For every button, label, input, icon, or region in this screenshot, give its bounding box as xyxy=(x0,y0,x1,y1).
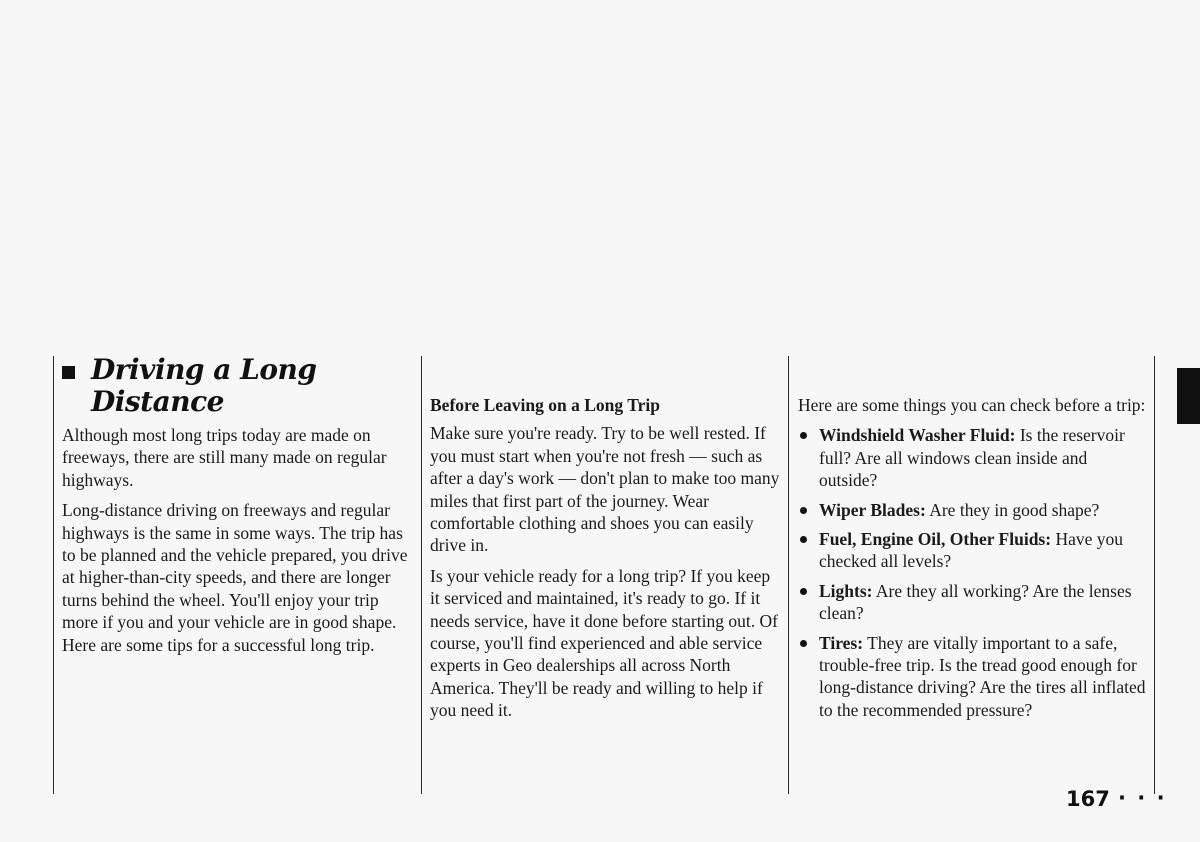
list-item xyxy=(798,580,1148,625)
section-tab-marker xyxy=(1177,368,1200,424)
bullet-icon xyxy=(800,536,807,543)
bullet-icon xyxy=(800,588,807,595)
column-rule-middle-right xyxy=(788,356,789,794)
list-item xyxy=(798,528,1148,573)
column-1 xyxy=(62,424,412,664)
subheading: Before Leaving on a Long Trip xyxy=(430,395,660,415)
bullet-icon xyxy=(800,640,807,647)
heading-line-2: Distance xyxy=(91,385,224,418)
checklist xyxy=(798,424,1148,721)
list-item xyxy=(798,632,1148,722)
heading-line-1: Driving a Long xyxy=(91,353,317,386)
intro-paragraph: Here are some things you can check before a trip: xyxy=(798,395,1146,415)
page-number: 167 xyxy=(1066,787,1110,811)
item-text: Are they all working? Are the lenses clean? xyxy=(819,580,1132,624)
item-text: Is the reservoir full? Are all windows clean inside and outside? xyxy=(819,425,1125,491)
paragraph: Although most long trips today are made on freeways, there are still many made on regular highways. xyxy=(62,425,387,490)
column-rule-right xyxy=(1154,356,1155,794)
column-rule-middle-left xyxy=(421,356,422,794)
section-heading xyxy=(62,354,316,418)
list-item xyxy=(798,499,1148,521)
item-text: They are vitally important to a safe, trouble-free trip. Is the tread good enough for long-distance driving? Are the tires all inflated to the recommended pressure? xyxy=(819,632,1146,720)
bullet-icon xyxy=(800,507,807,514)
list-item xyxy=(798,424,1148,491)
item-label: Wiper Blades: xyxy=(819,499,926,520)
paragraph: Make sure you're ready. Try to be well rested. If you must start when you're not fresh — such as after a day's work — don't plan to make too many miles that first part of the journey. Wear comfortable clothing and shoes you can easily drive in. xyxy=(430,423,780,556)
item-label: Tires: xyxy=(819,632,864,653)
item-text: Have you checked all levels? xyxy=(819,529,1124,572)
square-bullet-icon xyxy=(62,366,75,379)
item-text: Are they in good shape? xyxy=(929,499,1100,520)
bullet-icon xyxy=(800,432,807,439)
paragraph: Is your vehicle ready for a long trip? If you keep it serviced and maintained, it's ready to go. If it needs service, have it done before starting out. Of course, you'll find experienced and able service experts in Geo dealerships all across North America. They'll be ready and willing to help if you need it. xyxy=(430,565,778,721)
item-label: Windshield Washer Fluid: xyxy=(819,425,1016,446)
item-label: Fuel, Engine Oil, Other Fluids: xyxy=(819,529,1052,550)
column-2 xyxy=(430,394,780,730)
paragraph: Long-distance driving on freeways and regular highways is the same in some ways. The trip has to be planned and the vehicle prepared, you drive at higher-than-city speeds, and there are longer turns behind the wheel. You'll enjoy your trip more if you and your vehicle are in good shape. Here are some tips for a successful long trip. xyxy=(62,500,408,655)
column-rule-left xyxy=(53,356,54,794)
column-3 xyxy=(798,394,1148,728)
page-number-dots: · · · xyxy=(1118,786,1167,810)
item-label: Lights: xyxy=(819,580,873,601)
